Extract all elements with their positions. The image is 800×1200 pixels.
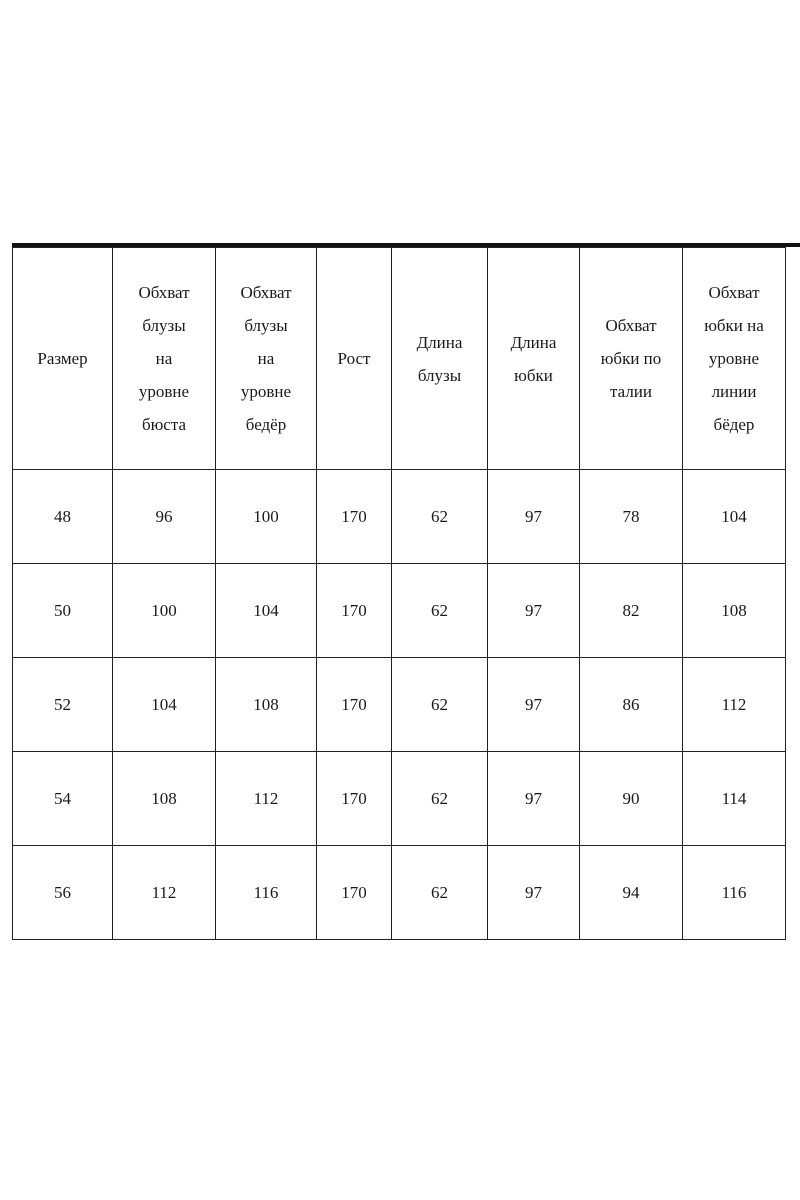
header-label: Обхват блузы на уровне бюста: [138, 283, 190, 434]
table-cell: 100: [216, 470, 317, 564]
table-cell: 96: [113, 470, 216, 564]
table-cell: 170: [317, 658, 392, 752]
table-cell: 104: [113, 658, 216, 752]
table-cell: 104: [683, 470, 786, 564]
table-cell: 170: [317, 564, 392, 658]
table-cell: 170: [317, 470, 392, 564]
table-cell: 62: [392, 564, 488, 658]
table-cell: 108: [683, 564, 786, 658]
table-cell: 100: [113, 564, 216, 658]
header-cell: [580, 248, 683, 470]
table-cell: 50: [13, 564, 113, 658]
table-cell: 86: [580, 658, 683, 752]
size-chart-table: [12, 247, 786, 940]
table-cell: 112: [683, 658, 786, 752]
table-cell: 62: [392, 846, 488, 940]
table-cell: 56: [13, 846, 113, 940]
header-cell: [683, 248, 786, 470]
header-cell: [216, 248, 317, 470]
header-cell: [488, 248, 580, 470]
header-cell: [317, 248, 392, 470]
table-cell: 108: [216, 658, 317, 752]
header-cell: [392, 248, 488, 470]
table-cell: 97: [488, 564, 580, 658]
table-cell: 114: [683, 752, 786, 846]
table-row: [13, 846, 786, 940]
table-cell: 54: [13, 752, 113, 846]
table-row: [13, 658, 786, 752]
header-label: Длина блузы: [416, 332, 463, 385]
table-cell: 116: [216, 846, 317, 940]
table-cell: 62: [392, 658, 488, 752]
table-cell: 62: [392, 470, 488, 564]
table-cell: 62: [392, 752, 488, 846]
table-cell: 97: [488, 470, 580, 564]
table-cell: 52: [13, 658, 113, 752]
table-cell: 170: [317, 752, 392, 846]
table-cell: 112: [113, 846, 216, 940]
header-label: Обхват юбки на уровне линии бёдер: [704, 283, 764, 434]
table-cell: 97: [488, 658, 580, 752]
header-label: Длина юбки: [510, 332, 557, 385]
table-cell: 104: [216, 564, 317, 658]
table-cell: 48: [13, 470, 113, 564]
table-cell: 78: [580, 470, 683, 564]
header-cell: [113, 248, 216, 470]
table-row: [13, 564, 786, 658]
header-cell: [13, 248, 113, 470]
header-label: Обхват юбки по талии: [600, 316, 662, 401]
table-cell: 90: [580, 752, 683, 846]
table-cell: 170: [317, 846, 392, 940]
table-cell: 97: [488, 752, 580, 846]
table-cell: 82: [580, 564, 683, 658]
header-label: Рост: [337, 349, 371, 368]
table-cell: 97: [488, 846, 580, 940]
table-row: [13, 752, 786, 846]
header-label: Размер: [37, 349, 88, 368]
header-label: Обхват блузы на уровне бедёр: [240, 283, 292, 434]
table-row: [13, 470, 786, 564]
table-cell: 94: [580, 846, 683, 940]
table-header-row: [13, 248, 786, 470]
table-cell: 108: [113, 752, 216, 846]
table-cell: 116: [683, 846, 786, 940]
table-cell: 112: [216, 752, 317, 846]
